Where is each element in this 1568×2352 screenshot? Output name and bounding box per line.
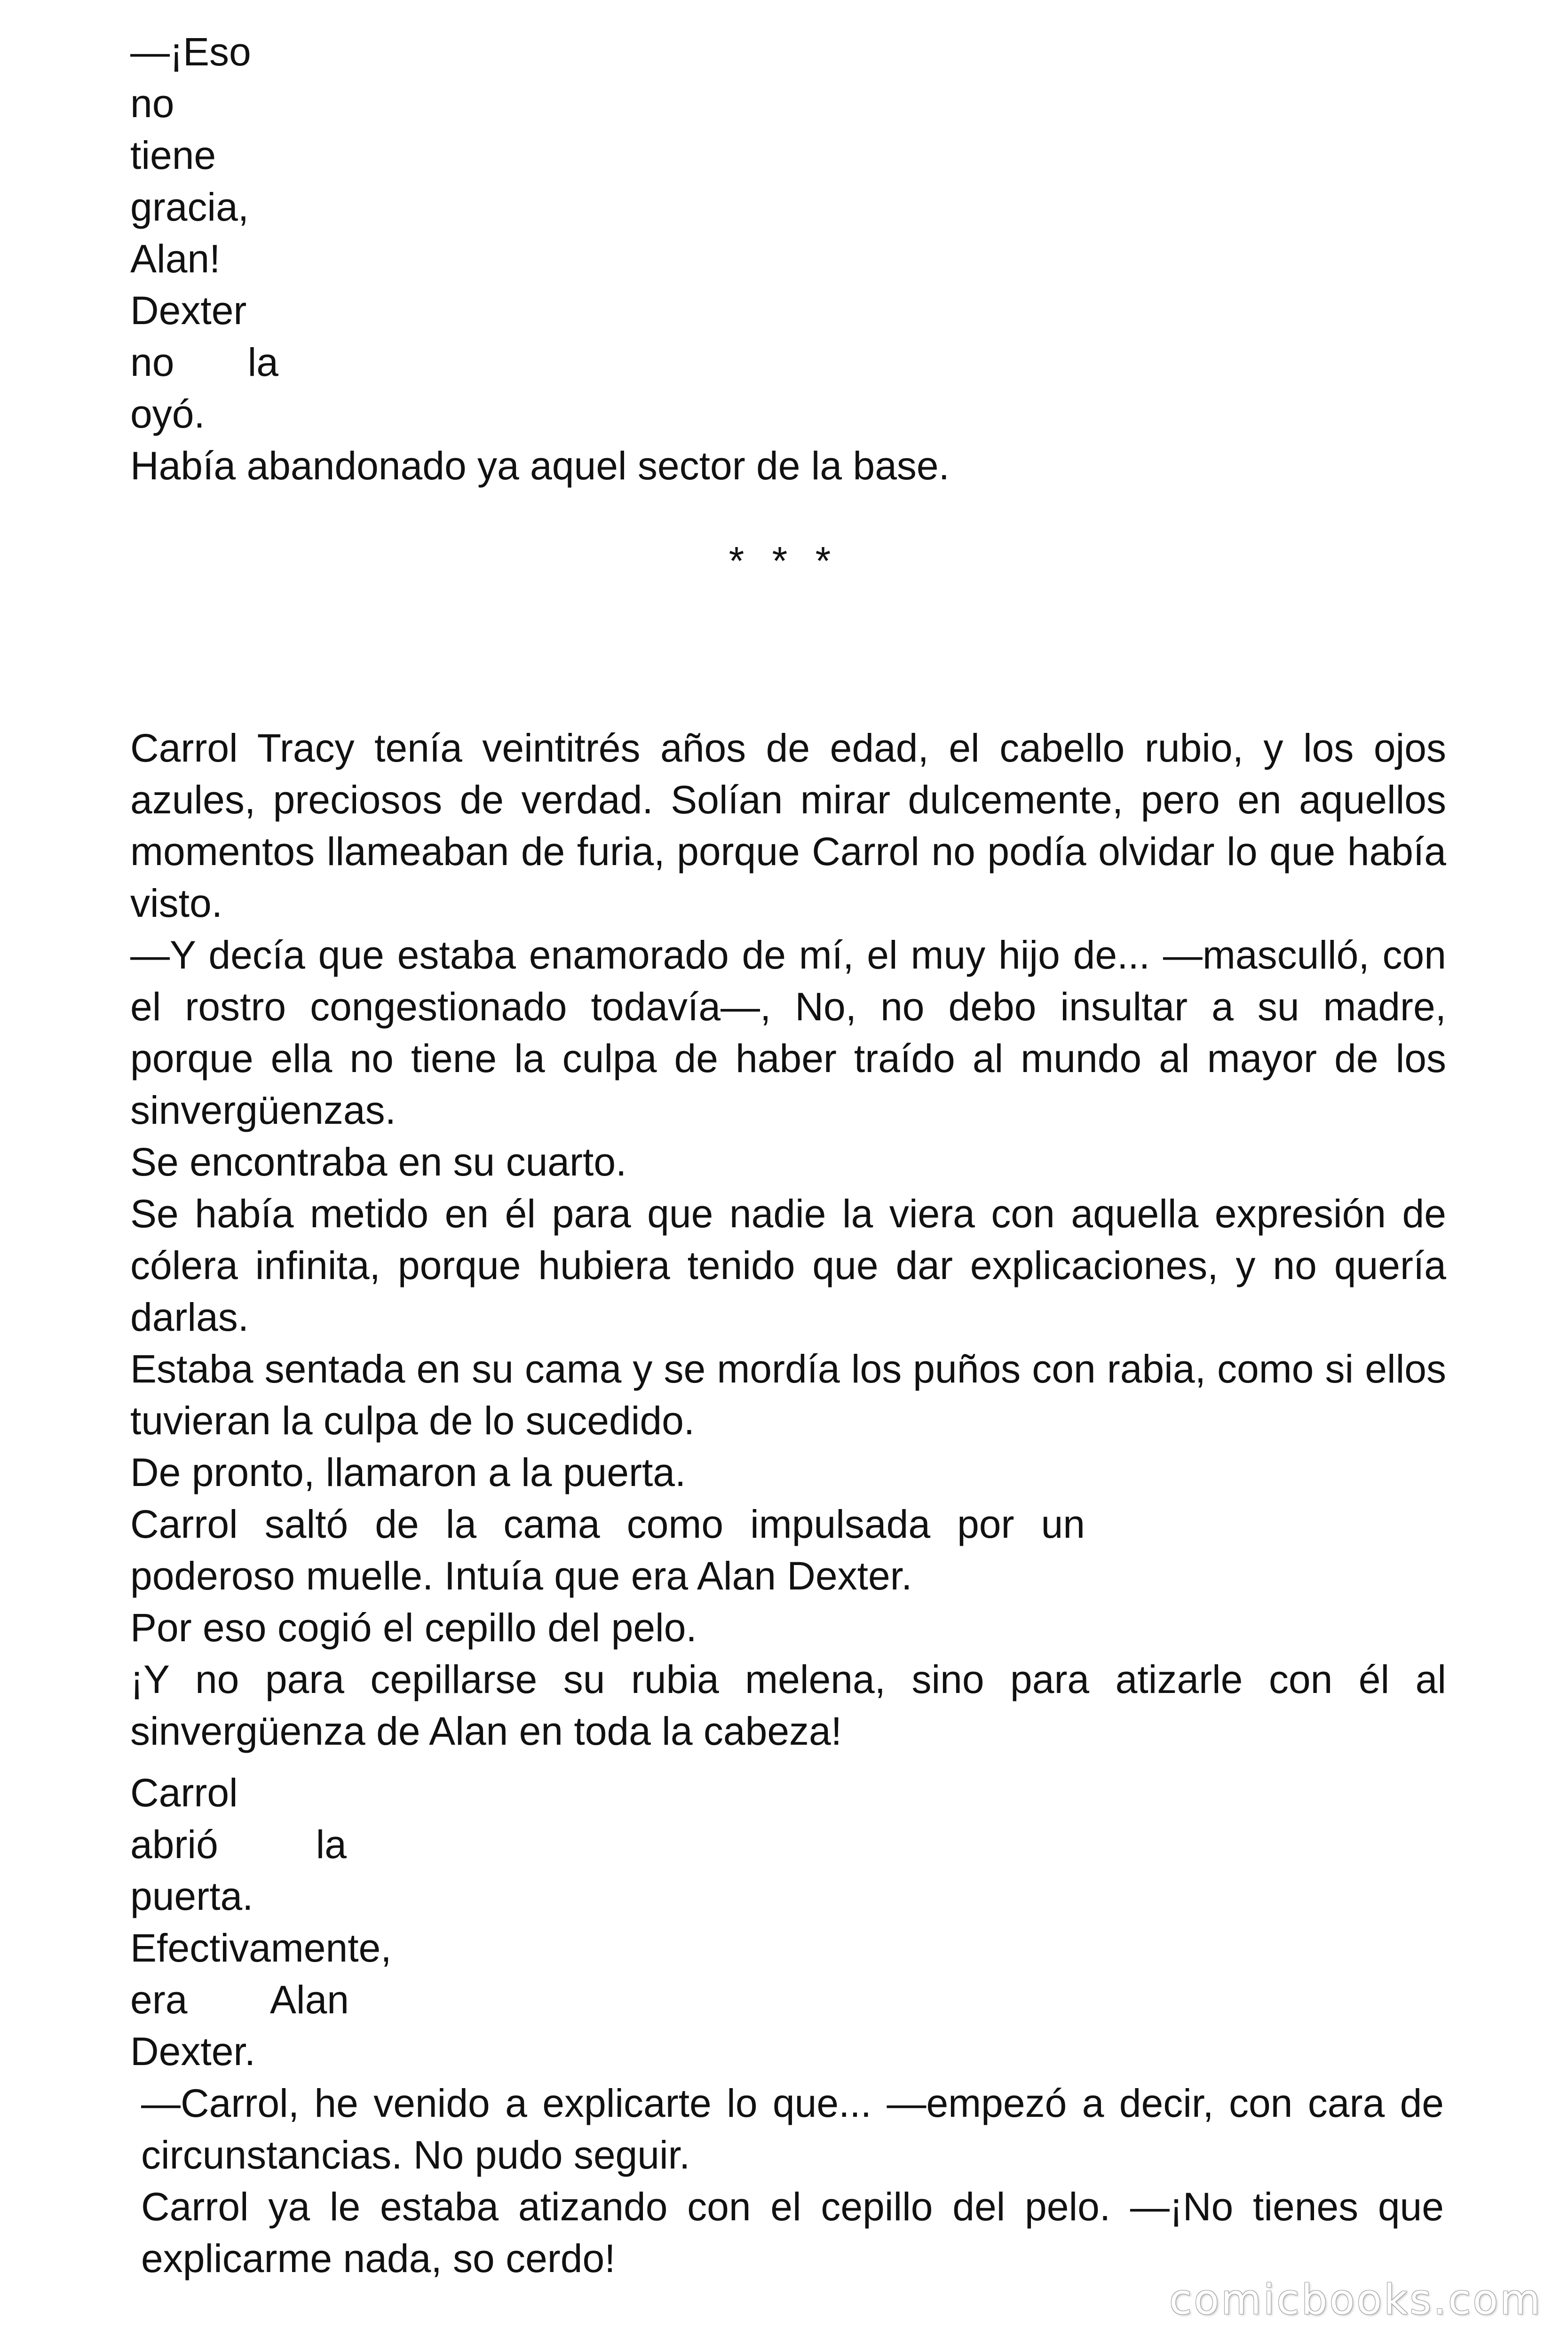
text-line: no la xyxy=(130,340,278,384)
closing-dialogue xyxy=(141,2077,1444,2284)
text-line: tiene xyxy=(130,133,216,177)
text-line: gracia, xyxy=(130,185,249,229)
paragraph: Carrol ya le estaba atizando con el cepillo del pelo. —¡No tienes que explicarme nada, so cerdo! xyxy=(141,2185,1444,2280)
paragraph: —Carrol, he venido a explicarte lo que... —empezó a decir, con cara de circunstancias. No pudo seguir. xyxy=(141,2081,1444,2177)
scene-closing-sentence xyxy=(130,440,1446,492)
main-body-text xyxy=(130,722,1446,1757)
carrol-column xyxy=(130,1767,412,2077)
watermark-logo: comicbooks.com xyxy=(1169,2275,1542,2324)
text-line: Había abandonado ya aquel sector de la base. xyxy=(130,444,950,488)
text-line: Dexter. xyxy=(130,2029,256,2074)
text-line: Alan! xyxy=(130,237,221,281)
text-line: Dexter xyxy=(130,288,247,333)
text-line: poderoso muelle. Intuía que era Alan Dexter. xyxy=(130,1554,912,1598)
text-line: Carrol xyxy=(130,1771,238,1815)
text-line: Carrol saltó de la cama como impulsada por un xyxy=(130,1502,1085,1546)
opening-dialogue xyxy=(130,26,278,440)
paragraph: De pronto, llamaron a la puerta. xyxy=(130,1450,686,1494)
text-line: puerta. xyxy=(130,1874,253,1918)
paragraph: ¡Y no para cepillarse su rubia melena, sino para atizarle con él al sinvergüenza de Alan en toda la cabeza! xyxy=(130,1657,1446,1753)
text-line: Efectivamente, xyxy=(130,1926,392,1970)
text-line: era Alan xyxy=(130,1978,349,2022)
paragraph: —Y decía que estaba enamorado de mí, el muy hijo de... —masculló, con el rostro congestionado todavía—, No, no debo insultar a su madre, porque ella no tiene la culpa de haber traído al mundo al mayor de los sinvergüenzas. xyxy=(130,933,1446,1132)
paragraph: Por eso cogió el cepillo del pelo. xyxy=(130,1605,697,1650)
paragraph: Se encontraba en su cuarto. xyxy=(130,1140,627,1184)
text-line: no xyxy=(130,81,174,126)
text-line: —¡Eso xyxy=(130,30,251,74)
text-line: oyó. xyxy=(130,392,205,436)
text-line: abrió la xyxy=(130,1822,347,1867)
scene-separator: * * * xyxy=(729,539,839,583)
paragraph: Carrol Tracy tenía veintitrés años de edad, el cabello rubio, y los ojos azules, preciosos de verdad. Solían mirar dulcemente, pero en aquellos momentos llameaban de furia, porque Carrol no podía olvidar lo que había visto. xyxy=(130,726,1446,925)
paragraph: Estaba sentada en su cama y se mordía los puños con rabia, como si ellos tuvieran la culpa de lo sucedido. xyxy=(130,1347,1446,1443)
paragraph: Se había metido en él para que nadie la viera con aquella expresión de cólera infinita, porque hubiera tenido que dar explicaciones, y no quería darlas. xyxy=(130,1192,1446,1339)
